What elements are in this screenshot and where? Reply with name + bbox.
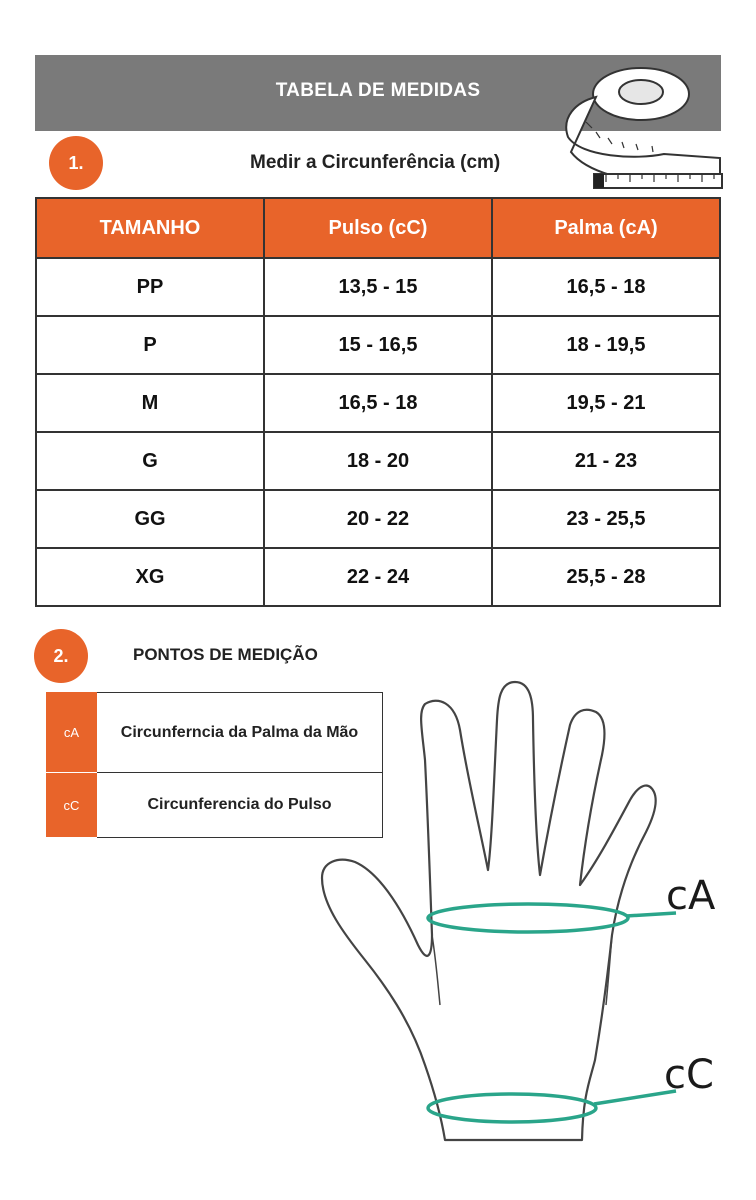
palm-cell: 25,5 - 28 [492, 548, 720, 606]
step-2-badge: 2. [34, 629, 88, 683]
size-cell: M [36, 374, 264, 432]
size-cell: P [36, 316, 264, 374]
section-1-title: Medir a Circunferência (cm) [250, 152, 501, 173]
palm-cell: 18 - 19,5 [492, 316, 720, 374]
section-2-title: PONTOS DE MEDIÇÃO [133, 645, 318, 664]
size-cell: PP [36, 258, 264, 316]
size-cell: XG [36, 548, 264, 606]
palm-cell: 21 - 23 [492, 432, 720, 490]
palm-cell: 19,5 - 21 [492, 374, 720, 432]
palm-cell: 23 - 25,5 [492, 490, 720, 548]
legend-description: Circunferencia do Pulso [97, 773, 383, 838]
legend-code: cC [47, 773, 97, 838]
legend-description: Circunferncia da Palma da Mão [97, 693, 383, 773]
palm-label: cA [666, 873, 716, 919]
size-cell: GG [36, 490, 264, 548]
size-cell: G [36, 432, 264, 490]
wrist-cell: 15 - 16,5 [264, 316, 492, 374]
page-title: TABELA DE MEDIDAS [275, 80, 481, 101]
legend-code: cA [47, 693, 97, 773]
wrist-cell: 22 - 24 [264, 548, 492, 606]
hand-outline [322, 682, 656, 1140]
wrist-label: cC [664, 1052, 714, 1098]
wrist-cell: 20 - 22 [264, 490, 492, 548]
wrist-cell: 18 - 20 [264, 432, 492, 490]
wrist-cell: 13,5 - 15 [264, 258, 492, 316]
column-header: Palma (cA) [492, 198, 720, 258]
column-header: Pulso (cC) [264, 198, 492, 258]
step-1-badge: 1. [49, 136, 103, 190]
wrist-cell: 16,5 - 18 [264, 374, 492, 432]
column-header: TAMANHO [36, 198, 264, 258]
palm-cell: 16,5 - 18 [492, 258, 720, 316]
